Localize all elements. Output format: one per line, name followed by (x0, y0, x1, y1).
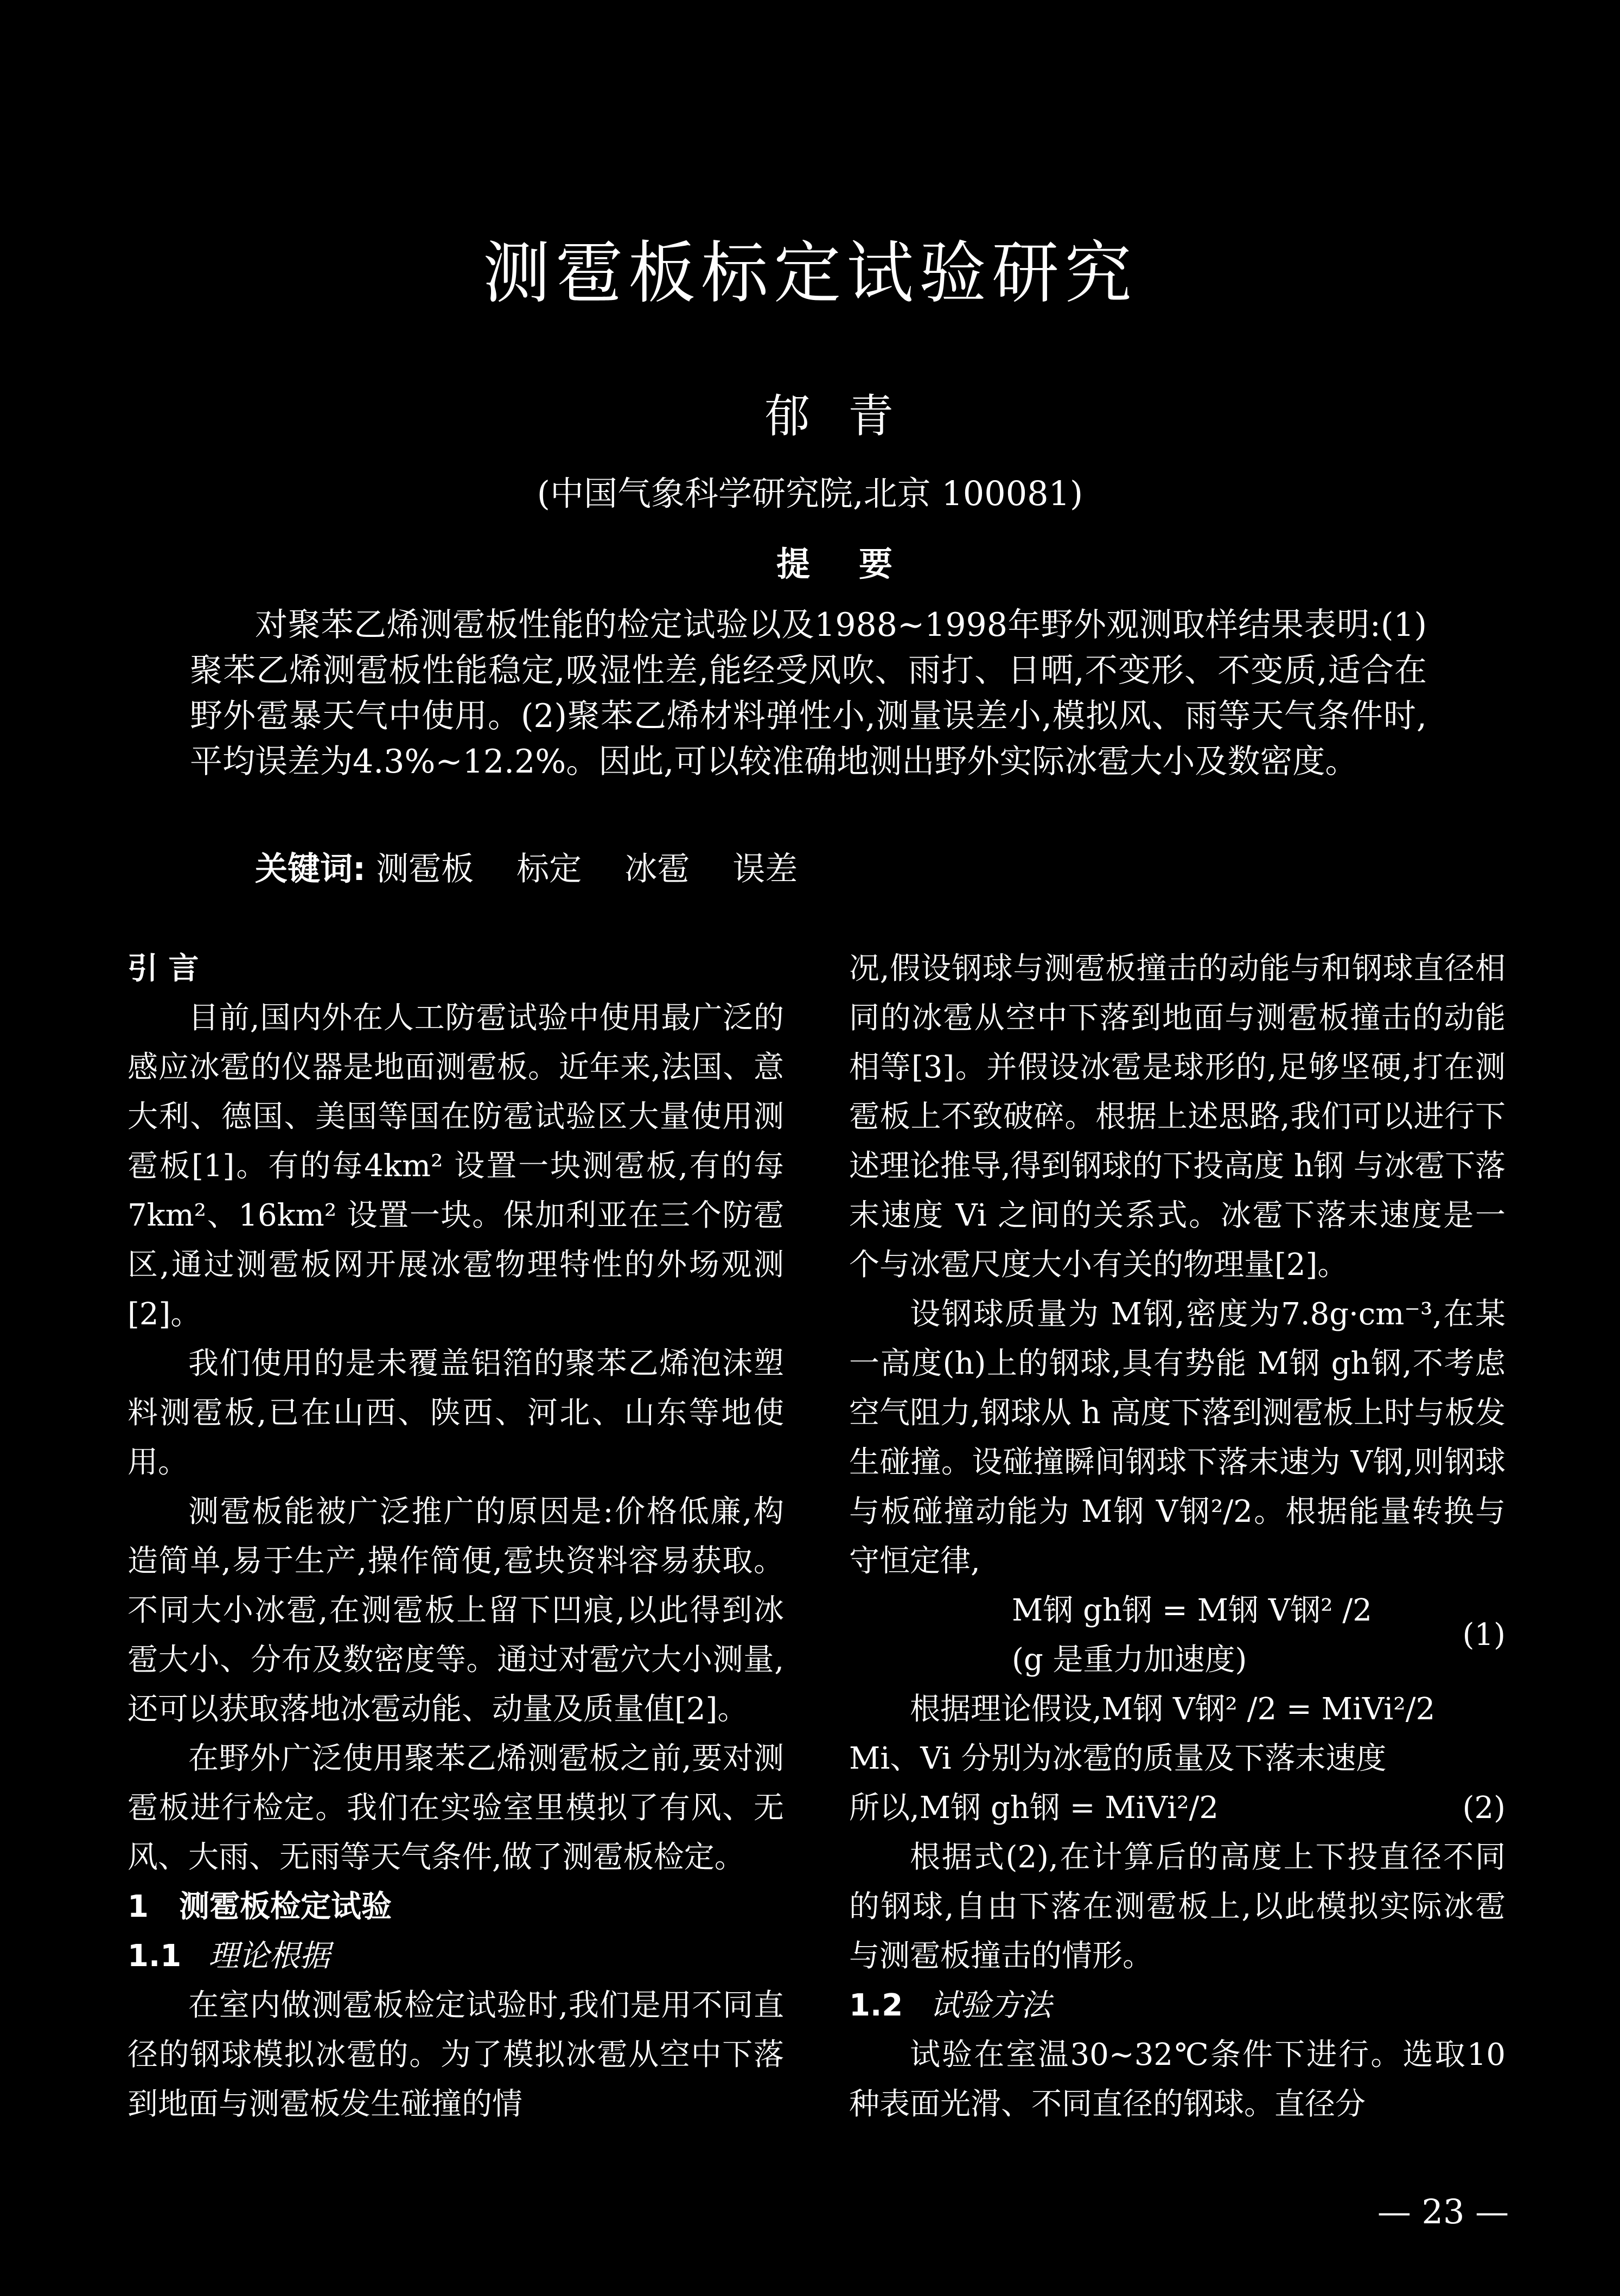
paragraph: 目前,国内外在人工防雹试验中使用最广泛的感应冰雹的仪器是地面测雹板。近年来,法国、意大利、德国、美国等国在防雹试验区大量使用测雹板[1]。有的每4km² 设置一块测雹板,有的每 7km²、16km² 设置一块。保加利亚在三个防雹区,通过测雹板网开展冰雹物理特性的外场观测[2]。 (127, 1000, 784, 1332)
keyword: 冰雹 (624, 850, 690, 888)
section-number: 1.2 (849, 1988, 903, 2023)
paragraph: 试验在室温30~32℃条件下进行。选取10种表面光滑、不同直径的钢球。直径分 (849, 2037, 1506, 2122)
author-name: 郁青 (764, 390, 932, 443)
left-column (127, 944, 784, 2129)
section-1-heading (127, 1882, 784, 1931)
equation-2 (849, 1783, 1506, 1833)
keywords-label: 关键词: (255, 850, 366, 888)
paragraph: 根据式(2),在计算后的高度上下投直径不同的钢球,自由下落在测雹板上,以此模拟实际冰雹与测雹板撞击的情形。 (849, 1840, 1506, 1974)
section-title: 试验方法 (930, 1988, 1052, 2023)
keyword: 误差 (732, 850, 798, 888)
intro-heading: 引 言 (127, 951, 199, 986)
paragraph: 设钢球质量为 M钢,密度为7.8g·cm⁻³,在某一高度(h)上的钢球,具有势能 M钢 gh钢,不考虑空气阻力,钢球从 h 高度下落到测雹板上时与板发生碰撞。设碰撞瞬间钢球下落末速为 V钢,则钢球与板碰撞动能为 M钢 V钢²/2。根据能量转换与守恒定律, (849, 1297, 1506, 1579)
paragraph: 在野外广泛使用聚苯乙烯测雹板之前,要对测雹板进行检定。我们在实验室里模拟了有风、无风、大雨、无雨等天气条件,做了测雹板检定。 (127, 1741, 784, 1875)
section-title: 测雹板检定试验 (178, 1889, 392, 1924)
equation-1-formula: M钢 gh钢 = M钢 V钢² /2 (1012, 1593, 1372, 1628)
section-1-1-heading (127, 1931, 784, 1981)
page-number: — 23 — (1377, 2192, 1509, 2231)
section-number: 1 (127, 1889, 149, 1924)
paragraph: 测雹板能被广泛推广的原因是:价格低廉,构造简单,易于生产,操作简便,雹块资料容易获取。不同大小冰雹,在测雹板上留下凹痕,以此得到冰雹大小、分布及数密度等。通过对雹穴大小测量,还可以获取落地冰雹动能、动量及质量值[2]。 (127, 1494, 784, 1727)
equation-1-note: (g 是重力加速度) (1012, 1642, 1247, 1678)
equation-2-formula: 所以,M钢 gh钢 = MiVi²/2 (849, 1790, 1219, 1826)
section-1-2-heading (849, 1981, 1506, 2030)
keyword: 标定 (516, 850, 582, 888)
section-title: 理论根据 (208, 1938, 330, 1974)
equation-1 (849, 1586, 1506, 1685)
abstract-heading: 提要 (776, 544, 941, 584)
keyword: 测雹板 (376, 850, 474, 888)
right-column (849, 944, 1506, 2129)
paragraph: Mi、Vi 分别为冰雹的质量及下落末速度 (849, 1741, 1387, 1776)
paragraph: 在室内做测雹板检定试验时,我们是用不同直径的钢球模拟冰雹的。为了模拟冰雹从空中下落到地面与测雹板发生碰撞的情 (127, 1988, 784, 2122)
paragraph: 根据理论假设,M钢 V钢² /2 = MiVi²/2 (910, 1692, 1436, 1727)
equation-number: (2) (1462, 1790, 1506, 1826)
paragraph: 我们使用的是未覆盖铝箔的聚苯乙烯泡沫塑料测雹板,已在山西、陕西、河北、山东等地使用。 (127, 1346, 784, 1480)
section-number: 1.1 (127, 1938, 182, 1974)
abstract-text: 对聚苯乙烯测雹板性能的检定试验以及1988~1998年野外观测取样结果表明:(1)聚苯乙烯测雹板性能稳定,吸湿性差,能经受风吹、雨打、日晒,不变形、不变质,适合在野外雹暴天气中使用。(2)聚苯乙烯材料弹性小,测量误差小,模拟风、雨等天气条件时,平均误差为4.3%~12.2%。因此,可以较准确地测出野外实际冰雹大小及数密度。 (190, 606, 1427, 781)
equation-number: (1) (1462, 1617, 1506, 1653)
author-affiliation: (中国气象科学研究院,北京 100081) (537, 474, 1083, 513)
paper-title: 测雹板标定试验研究 (482, 234, 1137, 312)
keywords-line (255, 846, 1394, 892)
paragraph: 况,假设钢球与测雹板撞击的动能与和钢球直径相同的冰雹从空中下落到地面与测雹板撞击的动能相等[3]。并假设冰雹是球形的,足够坚硬,打在测雹板上不致破碎。根据上述思路,我们可以进行下述理论推导,得到钢球的下投高度 h钢 与冰雹下落末速度 Vi 之间的关系式。冰雹下落末速度是一个与冰雹尺度大小有关的物理量[2]。 (849, 951, 1506, 1283)
